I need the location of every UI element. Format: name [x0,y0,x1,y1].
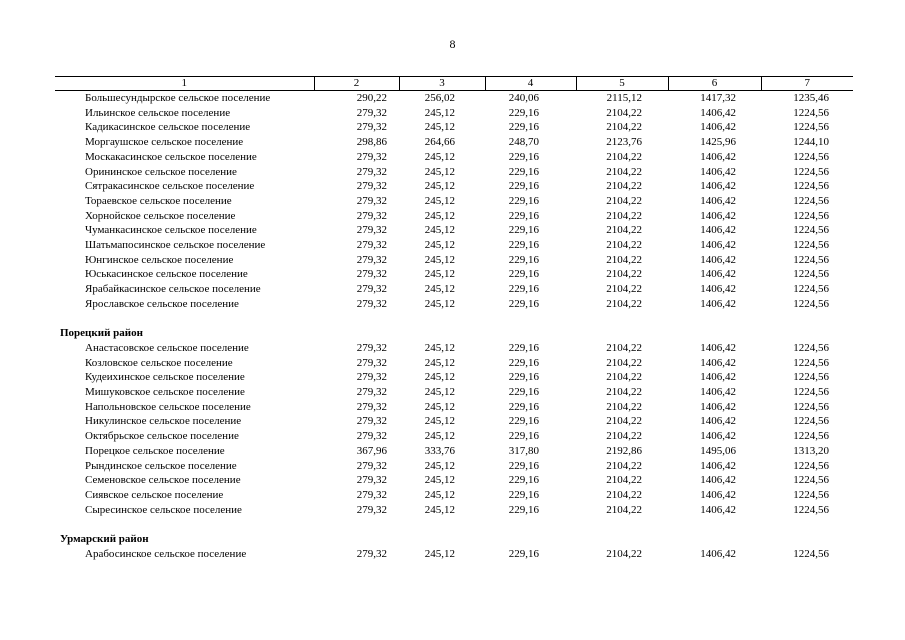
value-cell-col2: 279,32 [356,547,387,560]
value-cell-col7: 1224,56 [793,503,829,516]
value-cell-col4: 229,16 [508,121,539,134]
value-cell-col5: 2104,22 [606,474,642,487]
table-header-row [55,77,853,91]
table-row [55,194,853,209]
value-cell-col5: 2192,86 [606,444,642,457]
settlement-name: Октябрьское сельское поселение [85,430,239,443]
value-cell-col2: 279,32 [356,253,387,266]
settlement-name: Орининское сельское поселение [85,165,237,178]
value-cell-col7: 1224,56 [793,341,829,354]
value-cell-col4: 229,16 [508,165,539,178]
value-cell-col3: 245,12 [424,283,455,296]
value-cell-col7: 1235,46 [793,92,829,104]
table-row [55,165,853,180]
column-header: 6 [668,77,761,91]
value-cell-col7: 1224,56 [793,371,829,384]
value-cell-col3: 245,12 [424,106,455,119]
table-row [55,547,853,562]
value-cell-col3: 245,12 [424,356,455,369]
table-row [55,503,853,518]
value-cell-col5: 2115,12 [606,92,642,104]
table-row [55,444,853,459]
page-number: 8 [449,37,456,51]
district-heading: Урмарский район [60,533,149,546]
table-row [55,370,853,385]
value-cell-col2: 279,32 [356,239,387,252]
value-cell-col3: 245,12 [424,268,455,281]
value-cell-col3: 245,12 [424,165,455,178]
value-cell-col6: 1417,32 [700,92,736,104]
table-row [55,267,853,282]
value-cell-col4: 229,16 [508,209,539,222]
settlement-name: Большесундырское сельское поселение [85,92,271,104]
value-cell-col6: 1406,42 [700,356,736,369]
settlement-name: Анастасовское сельское поселение [85,341,249,354]
value-cell-col7: 1224,56 [793,239,829,252]
value-cell-col6: 1406,42 [700,371,736,384]
value-cell-col3: 245,12 [424,488,455,501]
table-row [55,385,853,400]
value-cell-col4: 229,16 [508,356,539,369]
value-cell-col3: 245,12 [424,341,455,354]
value-cell-col6: 1495,06 [700,444,736,457]
settlement-name: Моргаушское сельское поселение [85,136,244,149]
value-cell-col3: 264,66 [424,136,455,149]
value-cell-col4: 229,16 [508,371,539,384]
settlement-name: Рындинское сельское поселение [85,459,237,472]
value-cell-col4: 229,16 [508,194,539,207]
value-cell-col4: 229,16 [508,474,539,487]
value-cell-col3: 333,76 [424,444,455,457]
value-cell-col2: 279,32 [356,165,387,178]
value-cell-col6: 1406,42 [700,430,736,443]
table-row [55,223,853,238]
settlement-name: Ильинское сельское поселение [85,106,231,119]
value-cell-col2: 279,32 [356,268,387,281]
value-cell-col2: 279,32 [356,209,387,222]
value-cell-col2: 367,96 [356,444,387,457]
value-cell-col7: 1224,56 [793,209,829,222]
value-cell-col7: 1224,56 [793,106,829,119]
value-cell-col5: 2104,22 [606,371,642,384]
value-cell-col4: 229,16 [508,547,539,560]
settlement-name: Москакасинское сельское поселение [85,150,257,163]
value-cell-col4: 229,16 [508,224,539,237]
table-row [55,356,853,371]
table-row [55,253,853,268]
value-cell-col3: 245,12 [424,400,455,413]
value-cell-col3: 256,02 [424,92,455,104]
tariff-table [55,76,853,561]
settlement-name: Шатьмапосинское сельское поселение [85,239,266,252]
table-row [55,297,853,312]
value-cell-col7: 1224,56 [793,386,829,399]
value-cell-col2: 279,32 [356,415,387,428]
value-cell-col6: 1406,42 [700,165,736,178]
value-cell-col5: 2104,22 [606,415,642,428]
value-cell-col3: 245,12 [424,297,455,310]
value-cell-col2: 279,32 [356,430,387,443]
value-cell-col2: 279,32 [356,474,387,487]
value-cell-col5: 2104,22 [606,341,642,354]
value-cell-col6: 1406,42 [700,283,736,296]
value-cell-col3: 245,12 [424,503,455,516]
value-cell-col7: 1224,56 [793,547,829,560]
value-cell-col3: 245,12 [424,180,455,193]
value-cell-col6: 1406,42 [700,180,736,193]
value-cell-col6: 1406,42 [700,386,736,399]
settlement-name: Чуманкасинское сельское поселение [85,224,257,237]
value-cell-col2: 279,32 [356,386,387,399]
settlement-name: Козловское сельское поселение [85,356,233,369]
value-cell-col4: 229,16 [508,400,539,413]
settlement-name: Юнгинское сельское поселение [85,253,234,266]
value-cell-col5: 2104,22 [606,386,642,399]
spacer-cell [55,312,853,327]
value-cell-col2: 279,32 [356,371,387,384]
value-cell-col7: 1224,56 [793,415,829,428]
column-header: 7 [761,77,853,91]
value-cell-col2: 279,32 [356,400,387,413]
value-cell-col2: 279,32 [356,283,387,296]
value-cell-col5: 2104,22 [606,165,642,178]
value-cell-col6: 1406,42 [700,121,736,134]
section-spacer [55,517,853,532]
value-cell-col6: 1406,42 [700,268,736,281]
settlement-name: Юськасинское сельское поселение [85,268,248,281]
value-cell-col6: 1406,42 [700,415,736,428]
settlement-name: Ярабайкасинское сельское поселение [85,283,261,296]
value-cell-col4: 229,16 [508,253,539,266]
column-header: 5 [576,77,668,91]
value-cell-col4: 229,16 [508,150,539,163]
spacer-cell [55,517,853,532]
column-header: 4 [485,77,576,91]
table-row [55,238,853,253]
value-cell-col2: 279,32 [356,459,387,472]
value-cell-col2: 279,32 [356,503,387,516]
value-cell-col7: 1224,56 [793,459,829,472]
value-cell-col2: 279,32 [356,150,387,163]
value-cell-col3: 245,12 [424,386,455,399]
value-cell-col5: 2104,22 [606,180,642,193]
settlement-name: Тораевское сельское поселение [85,194,232,207]
value-cell-col5: 2104,22 [606,150,642,163]
value-cell-col2: 279,32 [356,356,387,369]
value-cell-col4: 317,80 [508,444,539,457]
value-cell-col5: 2104,22 [606,194,642,207]
value-cell-col6: 1406,42 [700,209,736,222]
value-cell-col5: 2104,22 [606,400,642,413]
value-cell-col3: 245,12 [424,150,455,163]
value-cell-col3: 245,12 [424,547,455,560]
value-cell-col6: 1406,42 [700,459,736,472]
value-cell-col3: 245,12 [424,371,455,384]
value-cell-col7: 1224,56 [793,430,829,443]
settlement-name: Кудеихинское сельское поселение [85,371,245,384]
value-cell-col4: 229,16 [508,341,539,354]
value-cell-col2: 279,32 [356,194,387,207]
settlement-name: Кадикасинское сельское поселение [85,121,251,134]
settlement-name: Арабосинское сельское поселение [85,547,247,560]
value-cell-col2: 279,32 [356,341,387,354]
value-cell-col5: 2104,22 [606,356,642,369]
settlement-name: Мишуковское сельское поселение [85,386,245,399]
value-cell-col6: 1406,42 [700,547,736,560]
value-cell-col2: 279,32 [356,121,387,134]
value-cell-col2: 279,32 [356,180,387,193]
value-cell-col3: 245,12 [424,224,455,237]
value-cell-col6: 1406,42 [700,224,736,237]
table-row [55,150,853,165]
value-cell-col6: 1406,42 [700,106,736,119]
value-cell-col4: 229,16 [508,430,539,443]
value-cell-col2: 279,32 [356,488,387,501]
value-cell-col4: 229,16 [508,239,539,252]
value-cell-col5: 2104,22 [606,297,642,310]
value-cell-col3: 245,12 [424,474,455,487]
value-cell-col5: 2104,22 [606,459,642,472]
value-cell-col4: 229,16 [508,503,539,516]
value-cell-col4: 229,16 [508,488,539,501]
settlement-name: Сятракасинское сельское поселение [85,180,255,193]
value-cell-col7: 1224,56 [793,268,829,281]
settlement-name: Хорнойское сельское поселение [85,209,236,222]
value-cell-col4: 229,16 [508,180,539,193]
value-cell-col5: 2104,22 [606,268,642,281]
value-cell-col7: 1224,56 [793,356,829,369]
value-cell-col7: 1224,56 [793,283,829,296]
value-cell-col6: 1406,42 [700,253,736,266]
section-spacer [55,312,853,327]
value-cell-col2: 279,32 [356,224,387,237]
value-cell-col3: 245,12 [424,253,455,266]
value-cell-col7: 1244,10 [793,136,829,149]
value-cell-col6: 1406,42 [700,341,736,354]
value-cell-col7: 1224,56 [793,150,829,163]
table-row [55,120,853,135]
table-row [55,135,853,150]
table-row [55,341,853,356]
value-cell-col5: 2104,22 [606,253,642,266]
value-cell-col4: 229,16 [508,415,539,428]
district-row [55,326,853,341]
value-cell-col5: 2104,22 [606,224,642,237]
value-cell-col2: 279,32 [356,106,387,119]
value-cell-col3: 245,12 [424,415,455,428]
table-row [55,473,853,488]
value-cell-col4: 229,16 [508,297,539,310]
value-cell-col6: 1406,42 [700,488,736,501]
value-cell-col3: 245,12 [424,239,455,252]
value-cell-col5: 2104,22 [606,283,642,296]
table-row [55,209,853,224]
table-body [55,77,853,562]
value-cell-col5: 2104,22 [606,503,642,516]
table-row [55,179,853,194]
value-cell-col6: 1406,42 [700,474,736,487]
value-cell-col6: 1406,42 [700,503,736,516]
value-cell-col4: 229,16 [508,386,539,399]
value-cell-col7: 1224,56 [793,297,829,310]
settlement-name: Напольновское сельское поселение [85,400,251,413]
table-row [55,414,853,429]
table-row [55,400,853,415]
value-cell-col7: 1224,56 [793,180,829,193]
value-cell-col7: 1313,20 [793,444,829,457]
table-row [55,282,853,297]
settlement-name: Сыресинское сельское поселение [85,503,242,516]
value-cell-col4: 229,16 [508,268,539,281]
value-cell-col7: 1224,56 [793,224,829,237]
value-cell-col6: 1406,42 [700,194,736,207]
column-header: 3 [399,77,485,91]
table-row [55,459,853,474]
table-row [55,488,853,503]
value-cell-col6: 1406,42 [700,400,736,413]
value-cell-col7: 1224,56 [793,121,829,134]
value-cell-col7: 1224,56 [793,253,829,266]
settlement-name: Ярославское сельское поселение [85,297,239,310]
settlement-name: Семеновское сельское поселение [85,474,241,487]
value-cell-col7: 1224,56 [793,165,829,178]
value-cell-col6: 1406,42 [700,150,736,163]
column-header: 1 [55,77,314,91]
value-cell-col4: 229,16 [508,459,539,472]
column-header: 2 [314,77,399,91]
value-cell-col3: 245,12 [424,459,455,472]
settlement-name: Никулинское сельское поселение [85,415,242,428]
district-heading: Порецкий район [60,327,143,340]
settlement-name: Порецкое сельское поселение [85,444,225,457]
settlement-name: Сиявское сельское поселение [85,488,224,501]
value-cell-col2: 290,22 [356,92,387,104]
value-cell-col2: 279,32 [356,297,387,310]
table-row [55,91,853,106]
value-cell-col5: 2104,22 [606,239,642,252]
value-cell-col3: 245,12 [424,194,455,207]
value-cell-col3: 245,12 [424,121,455,134]
value-cell-col4: 229,16 [508,283,539,296]
value-cell-col6: 1425,96 [700,136,736,149]
value-cell-col3: 245,12 [424,209,455,222]
value-cell-col5: 2104,22 [606,121,642,134]
table-row [55,106,853,121]
value-cell-col5: 2123,76 [606,136,642,149]
value-cell-col7: 1224,56 [793,488,829,501]
value-cell-col5: 2104,22 [606,209,642,222]
value-cell-col3: 245,12 [424,430,455,443]
value-cell-col7: 1224,56 [793,400,829,413]
district-row [55,532,853,547]
value-cell-col5: 2104,22 [606,106,642,119]
value-cell-col7: 1224,56 [793,474,829,487]
value-cell-col5: 2104,22 [606,430,642,443]
value-cell-col4: 240,06 [508,92,539,104]
value-cell-col7: 1224,56 [793,194,829,207]
value-cell-col4: 229,16 [508,106,539,119]
value-cell-col2: 298,86 [356,136,387,149]
value-cell-col6: 1406,42 [700,297,736,310]
value-cell-col5: 2104,22 [606,547,642,560]
table-row [55,429,853,444]
value-cell-col5: 2104,22 [606,488,642,501]
value-cell-col6: 1406,42 [700,239,736,252]
value-cell-col4: 248,70 [508,136,539,149]
